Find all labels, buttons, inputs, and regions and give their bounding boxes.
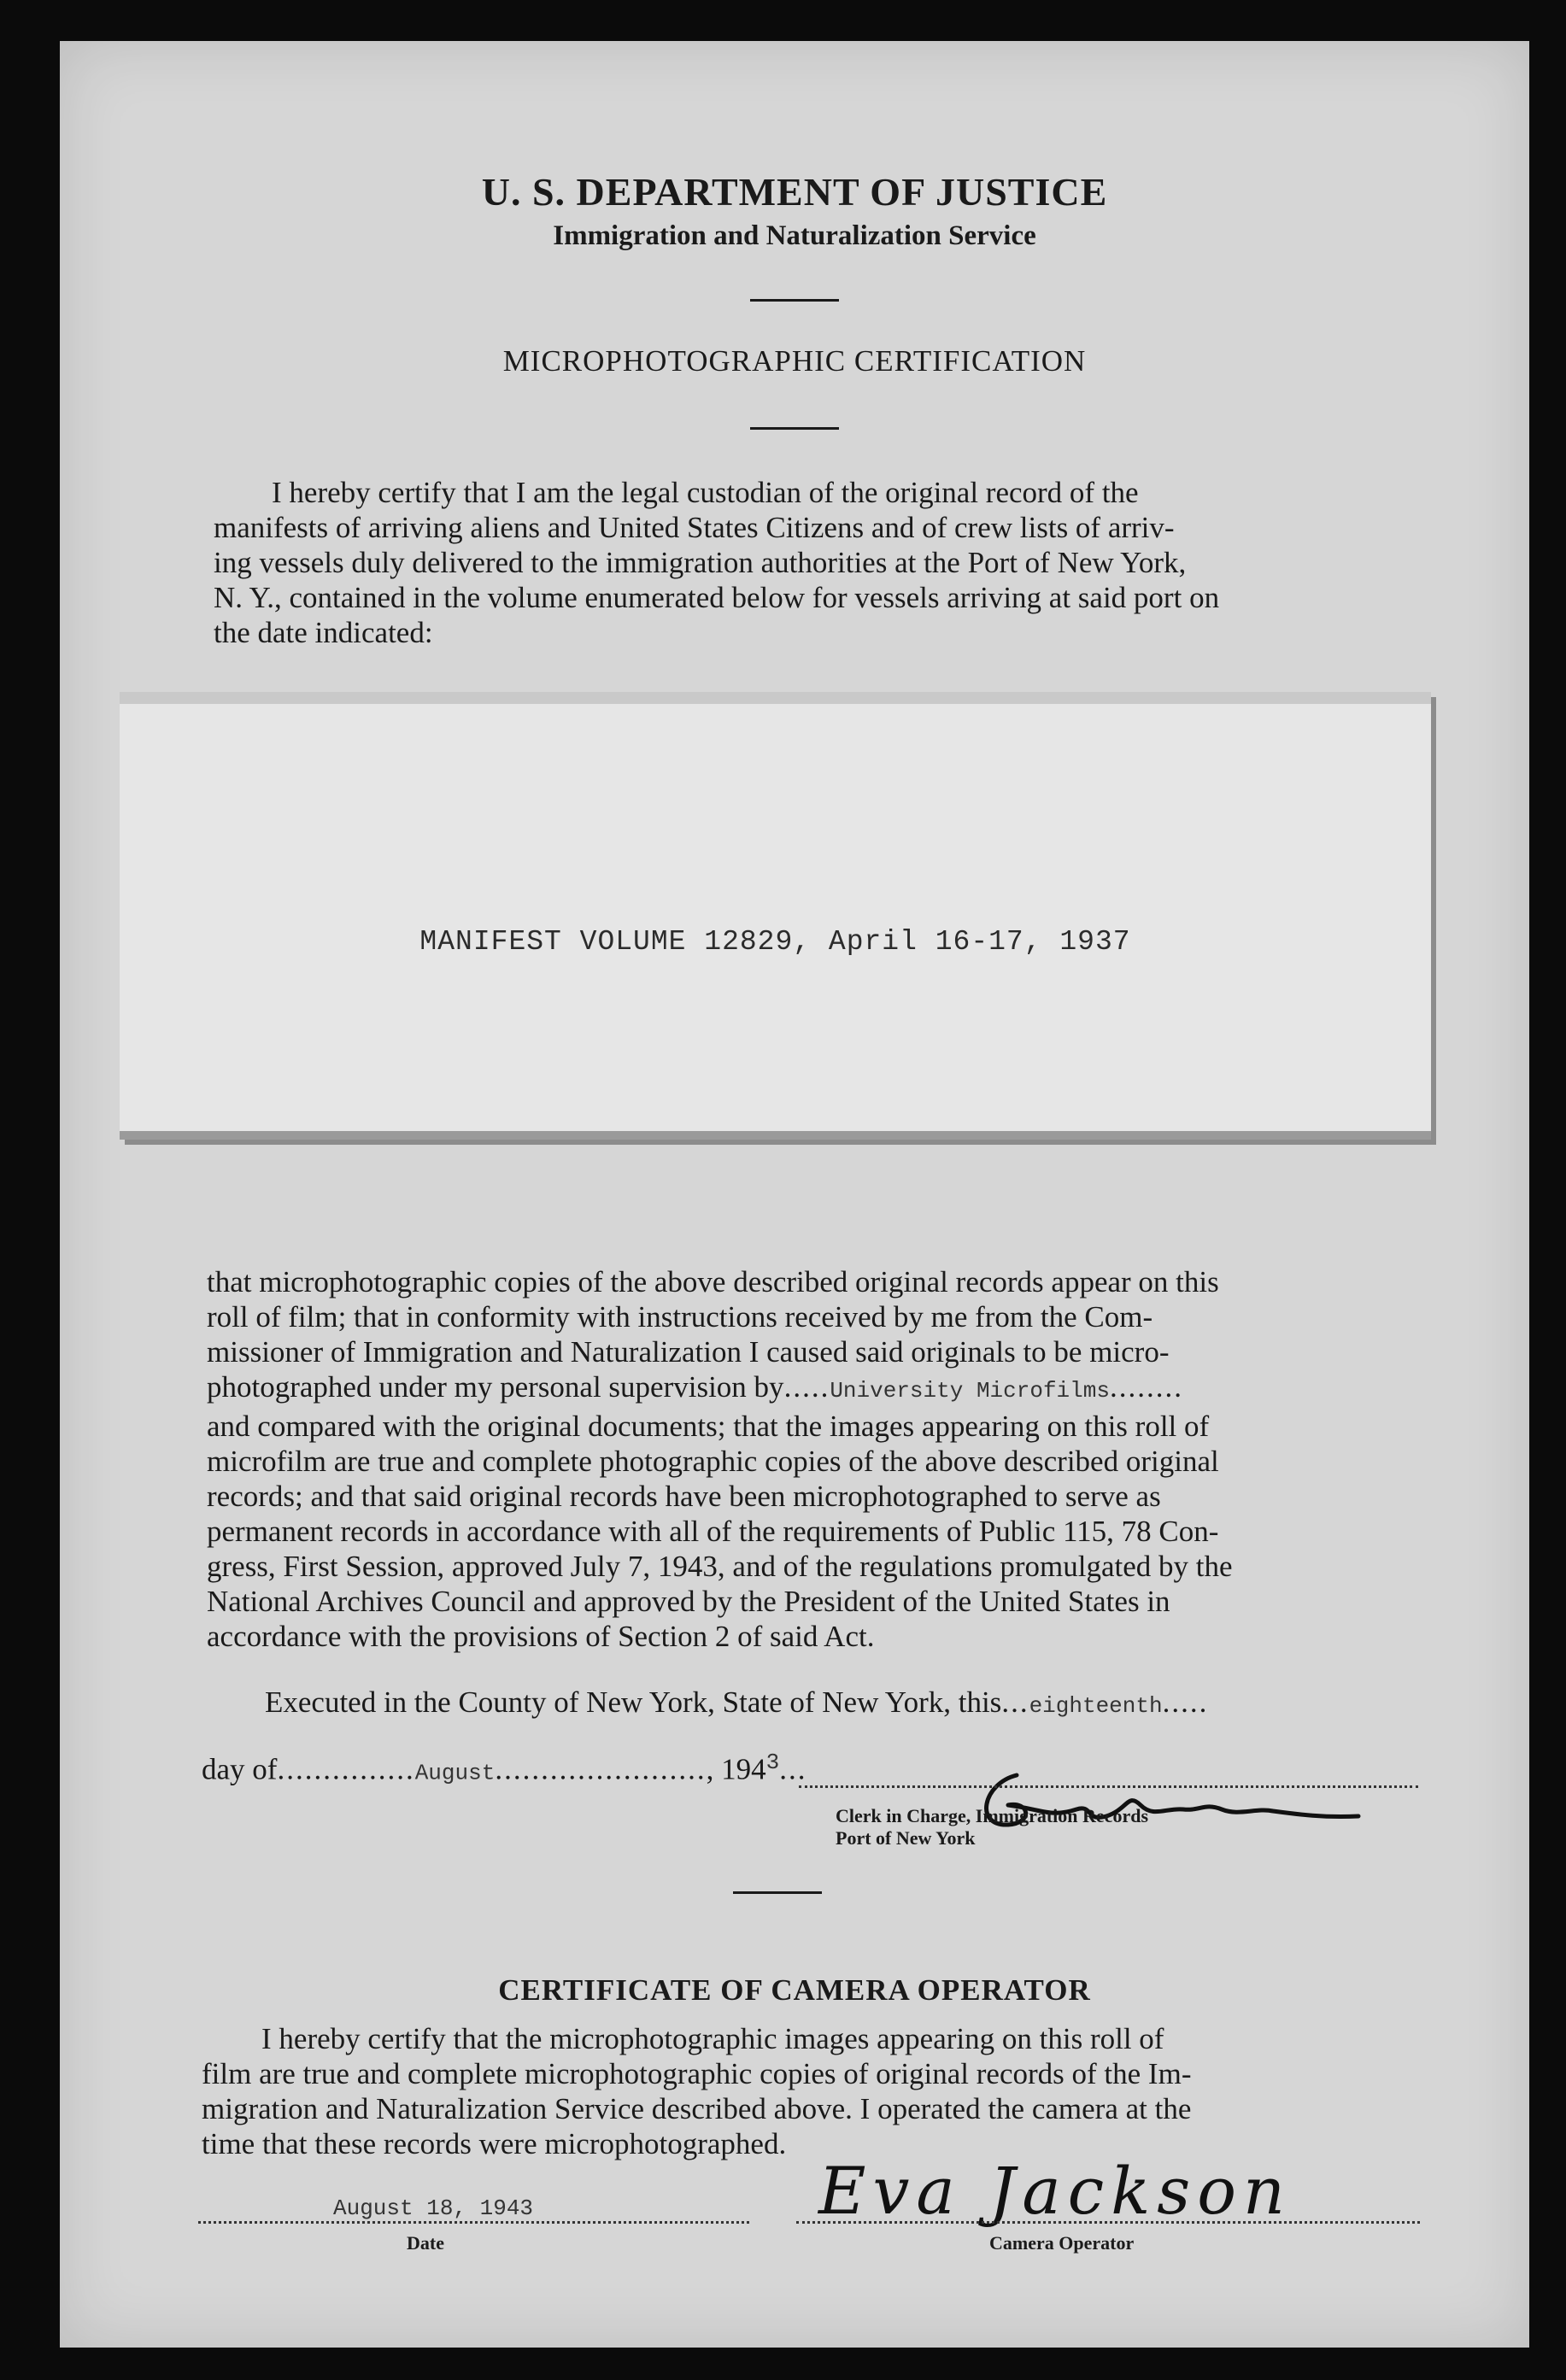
year-digit: 3 — [765, 1750, 780, 1775]
body-line: roll of film; that in conformity with instructions received by me from the Com- — [207, 1300, 1153, 1334]
date-label: Date — [407, 2232, 444, 2254]
intro-line: I hereby certify that I am the legal custodian of the original record of the — [272, 476, 1139, 509]
body-line: accordance with the provisions of Section 2 of said Act. — [207, 1620, 875, 1653]
body-line: permanent records in accordance with all of the requirements of Public 115, 78 Con- — [207, 1515, 1219, 1548]
camera-certificate-title: CERTIFICATE OF CAMERA OPERATOR — [498, 1973, 1091, 2007]
intro-line: manifests of arriving aliens and United States Citizens and of crew lists of arriv- — [214, 511, 1175, 544]
intro-line: ing vessels duly delivered to the immigration authorities at the Port of New York, — [214, 546, 1187, 579]
camera-paragraph — [202, 2021, 1420, 2161]
clerk-signature-line — [799, 1785, 1418, 1788]
camera-line: film are true and complete microphotographic copies of original records of the Im- — [202, 2057, 1192, 2090]
executed-prefix: Executed in the County of New York, State of New York, this — [265, 1685, 1002, 1719]
certification-title: MICROPHOTOGRAPHIC CERTIFICATION — [502, 344, 1087, 378]
body-line: records; and that said original records have been microphotographed to serve as — [207, 1480, 1161, 1513]
manifest-card — [120, 692, 1431, 1140]
service-subheading: Immigration and Naturalization Service — [553, 220, 1036, 251]
operator-line — [796, 2221, 1420, 2224]
operator-date: August 18, 1943 — [333, 2195, 534, 2221]
body-line: microfilm are true and complete photographic copies of the above described original — [207, 1445, 1219, 1478]
certification-body — [207, 1264, 1427, 1654]
divider-rule — [750, 299, 839, 302]
operator-label: Camera Operator — [989, 2232, 1135, 2254]
camera-line: migration and Naturalization Service described above. I operated the camera at the — [202, 2092, 1192, 2125]
intro-line: N. Y., contained in the volume enumerated below for vessels arriving at said port on — [214, 581, 1220, 614]
clerk-location: Port of New York — [836, 1827, 976, 1849]
manifest-volume-text: MANIFEST VOLUME 12829, April 16-17, 1937 — [419, 926, 1131, 958]
supervision-prefix: photographed under my personal supervision by — [207, 1370, 784, 1404]
date-line — [198, 2221, 749, 2224]
day-of-line: day of...............August......................., $194^3$... — [202, 1750, 807, 1786]
body-line: gress, First Session, approved July 7, 1943, and of the regulations promulgated by the — [207, 1550, 1233, 1583]
body-line: National Archives Council and approved by the President of the United States in — [207, 1585, 1170, 1618]
department-heading: U. S. DEPARTMENT OF JUSTICE — [481, 170, 1108, 214]
camera-line: I hereby certify that the microphotographic images appearing on this roll of — [261, 2022, 1164, 2055]
executed-day: eighteenth — [1029, 1693, 1163, 1719]
executed-line: Executed in the County of New York, State of New York, this...eighteenth..... — [265, 1685, 1209, 1719]
intro-paragraph — [214, 475, 1427, 650]
body-line: missioner of Immigration and Naturalization I caused said originals to be micro- — [207, 1335, 1170, 1369]
clerk-title: Clerk in Charge, Immigration Records — [836, 1805, 1149, 1826]
body-line: and compared with the original documents; that the images appearing on this roll of — [207, 1410, 1210, 1443]
divider-rule — [750, 427, 839, 430]
year-prefix: , 194 — [706, 1752, 766, 1786]
divider-rule — [733, 1891, 822, 1894]
clerk-caption — [836, 1805, 1148, 1849]
body-line: photographed under my personal supervision by.....University Microfilms........ — [207, 1370, 1183, 1404]
camera-line: time that these records were microphotographed. — [202, 2127, 787, 2160]
body-line: that microphotographic copies of the above described original records appear on this — [207, 1265, 1219, 1298]
intro-line: the date indicated: — [214, 616, 433, 649]
executed-month: August — [414, 1760, 496, 1786]
certificate-page — [60, 41, 1529, 2348]
day-of-label: day of — [202, 1752, 278, 1786]
operator-signature: Eva Jackson — [818, 2153, 1292, 2229]
supervisor-name: University Microfilms — [830, 1378, 1110, 1404]
